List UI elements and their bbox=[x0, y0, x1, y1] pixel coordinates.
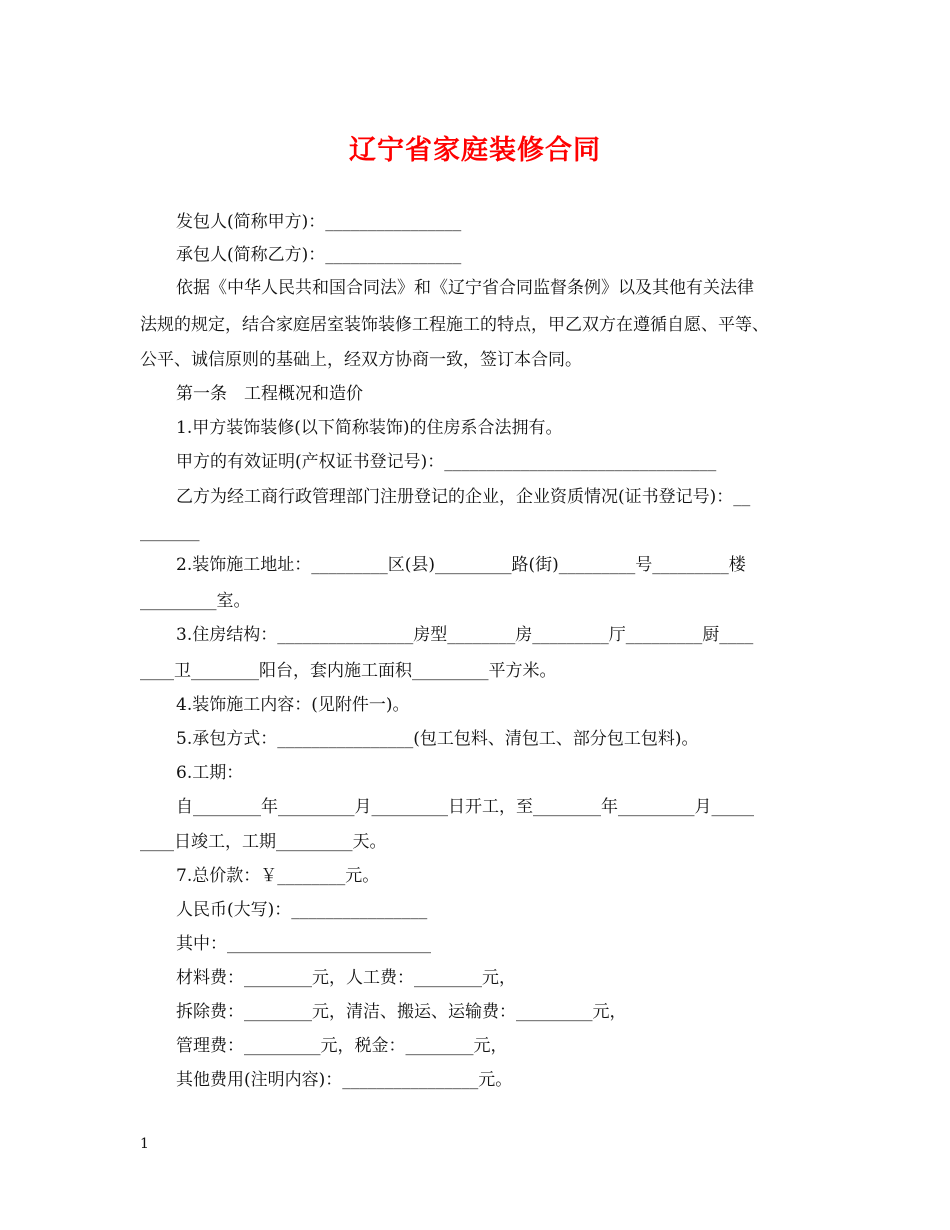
clause-5-line: 5.承包方式：________________(包工包料、清包工、部分包工包料)。 bbox=[176, 729, 699, 749]
party-a-line: 发包人(简称甲方)：________________ bbox=[176, 212, 462, 232]
party-b-line: 承包人(简称乙方)：________________ bbox=[176, 245, 462, 265]
other-fees-line: 其他费用(注明内容)：________________元。 bbox=[176, 1070, 513, 1090]
party-a-proof-line: 甲方的有效证明(产权证书登记号)：________________________________ bbox=[176, 452, 717, 472]
clause-4-line: 4.装饰施工内容：(见附件一)。 bbox=[176, 695, 410, 715]
clause-3-structure-cont: ____卫________阳台，套内施工面积_________平方米。 bbox=[140, 661, 557, 681]
management-tax-line: 管理费：_________元，税金：________元， bbox=[176, 1036, 508, 1056]
material-labor-line: 材料费：________元，人工费：________元， bbox=[176, 968, 516, 988]
clause-6-line: 6.工期： bbox=[176, 763, 244, 783]
page-number: 1 bbox=[140, 1136, 149, 1152]
document-title: 辽宁省家庭装修合同 bbox=[349, 135, 601, 166]
preamble-line-1: 依据《中华人民共和国合同法》和《辽宁省合同监督条例》以及其他有关法律 bbox=[176, 278, 754, 298]
party-b-qualification-cont: _______ bbox=[140, 522, 200, 542]
clause-3-structure-line: 3.住房结构：________________房型________房_________厅_________厨____ bbox=[176, 625, 754, 645]
preamble-line-2: 法规的规定，结合家庭居室装饰装修工程施工的特点，甲乙双方在遵循自愿、平等、 bbox=[140, 315, 769, 335]
preamble-line-3: 公平、诚信原则的基础上，经双方协商一致，签订本合同。 bbox=[140, 350, 582, 370]
breakdown-line: 其中：________________________ bbox=[176, 934, 431, 954]
party-b-qualification-line: 乙方为经工商行政管理部门注册登记的企业，企业资质情况(证书登记号)：__ bbox=[176, 487, 751, 507]
article-1-heading: 第一条 工程概况和造价 bbox=[176, 384, 363, 404]
clause-2-address-line: 2.装饰施工地址：_________区(县)_________路(街)_________号_________楼 bbox=[176, 555, 746, 575]
clause-7-line: 7.总价款：￥________元。 bbox=[176, 866, 380, 886]
clause-6-dates-line: 自________年_________月_________日开工，至________年_________月_____ bbox=[176, 797, 754, 817]
rmb-uppercase-line: 人民币(大写)：________________ bbox=[176, 900, 428, 920]
clause-1-line: 1.甲方装饰装修(以下简称装饰)的住房系合法拥有。 bbox=[176, 418, 563, 438]
demolition-cleaning-line: 拆除费：________元，清洁、搬运、运输费：_________元， bbox=[176, 1002, 627, 1022]
clause-2-address-cont: _________室。 bbox=[140, 591, 251, 611]
clause-6-dates-cont: ____日竣工，工期_________天。 bbox=[140, 832, 387, 852]
